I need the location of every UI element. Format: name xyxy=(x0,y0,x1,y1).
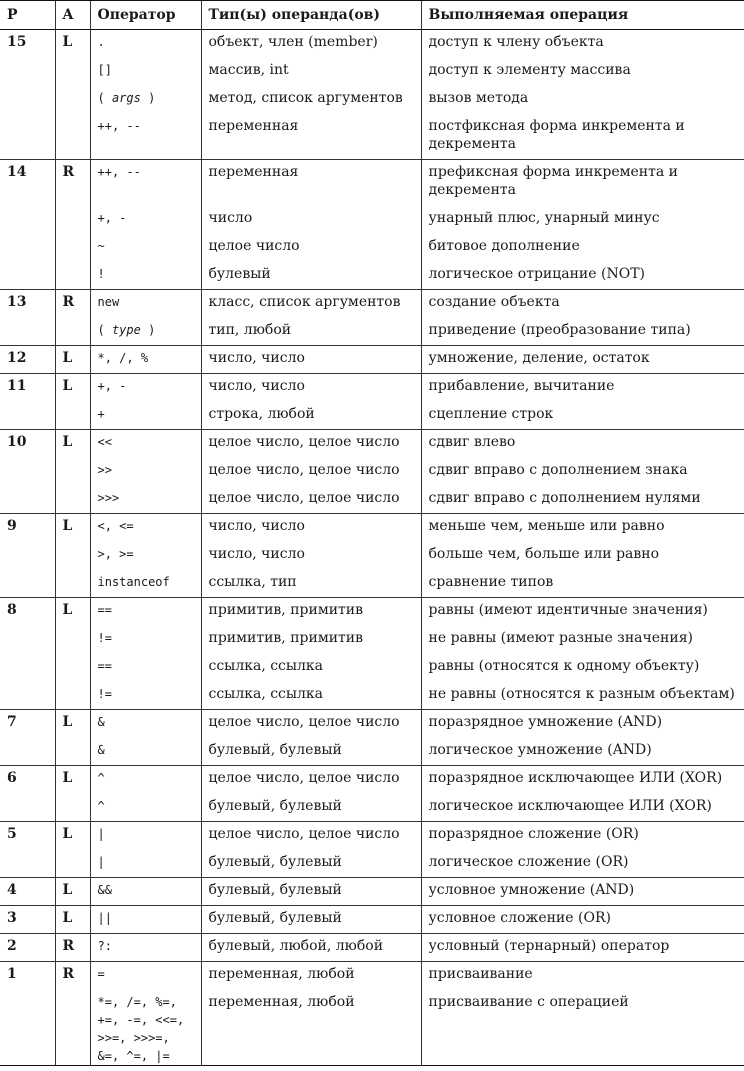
associativity-cell: L xyxy=(55,710,90,738)
operand-types-cell: булевый, булевый xyxy=(201,878,421,906)
operation-cell: логическое исключающее ИЛИ (XOR) xyxy=(421,794,744,822)
associativity-cell xyxy=(55,58,90,86)
operand-types-cell: примитив, примитив xyxy=(201,626,421,654)
table-row xyxy=(0,86,744,114)
operator-cell: *, /, % xyxy=(90,346,201,374)
table-row xyxy=(0,822,744,850)
operand-types-cell: переменная, любой xyxy=(201,962,421,990)
precedence-cell xyxy=(0,626,55,654)
operand-types-cell: класс, список аргументов xyxy=(201,290,421,318)
operator-cell: *=, /=, %=, +=, -=, <<=, >>=, >>>=, &=, ^=, |= xyxy=(90,990,201,1066)
operation-cell: приведение (преобразование типа) xyxy=(421,318,744,346)
operand-types-cell: булевый, любой, любой xyxy=(201,934,421,962)
operand-types-cell: ссылка, ссылка xyxy=(201,682,421,710)
header-operator: Оператор xyxy=(90,1,201,30)
operation-cell: поразрядное исключающее ИЛИ (XOR) xyxy=(421,766,744,794)
precedence-cell xyxy=(0,738,55,766)
table-row xyxy=(0,570,744,598)
table-row xyxy=(0,906,744,934)
operand-types-cell: ссылка, ссылка xyxy=(201,654,421,682)
operator-cell: instanceof xyxy=(90,570,201,598)
table-row xyxy=(0,794,744,822)
operand-types-cell: булевый, булевый xyxy=(201,738,421,766)
operator-cell: & xyxy=(90,710,201,738)
operand-types-cell: строка, любой xyxy=(201,402,421,430)
operator-argument-placeholder: args xyxy=(111,90,141,105)
precedence-cell: 12 xyxy=(0,346,55,374)
associativity-cell xyxy=(55,654,90,682)
operator-cell: == xyxy=(90,598,201,626)
precedence-cell xyxy=(0,318,55,346)
operation-cell: сдвиг вправо с дополнением нулями xyxy=(421,486,744,514)
operand-types-cell: целое число, целое число xyxy=(201,822,421,850)
operator-cell: >>> xyxy=(90,486,201,514)
table-row xyxy=(0,402,744,430)
associativity-cell: L xyxy=(55,598,90,626)
table-row xyxy=(0,430,744,458)
associativity-cell xyxy=(55,262,90,290)
associativity-cell: L xyxy=(55,30,90,58)
precedence-cell: 13 xyxy=(0,290,55,318)
operator-cell: ?: xyxy=(90,934,201,962)
operation-cell: префиксная форма инкремента и декремента xyxy=(421,160,744,206)
operator-cell: = xyxy=(90,962,201,990)
operator-parenthesis: ( xyxy=(97,322,112,337)
precedence-cell: 8 xyxy=(0,598,55,626)
header-associativity: A xyxy=(55,1,90,30)
operator-cell xyxy=(90,86,201,114)
header-operand-types: Тип(ы) операнда(ов) xyxy=(201,1,421,30)
operator-cell: >, >= xyxy=(90,542,201,570)
operation-cell: сравнение типов xyxy=(421,570,744,598)
associativity-cell xyxy=(55,990,90,1066)
table-row xyxy=(0,346,744,374)
operation-cell: равны (имеют идентичные значения) xyxy=(421,598,744,626)
precedence-cell: 1 xyxy=(0,962,55,990)
operand-types-cell: булевый, булевый xyxy=(201,906,421,934)
table-row xyxy=(0,990,744,1066)
associativity-cell xyxy=(55,86,90,114)
operation-cell: меньше чем, меньше или равно xyxy=(421,514,744,542)
operand-types-cell: булевый, булевый xyxy=(201,850,421,878)
operator-cell: & xyxy=(90,738,201,766)
operation-cell: равны (относятся к одному объекту) xyxy=(421,654,744,682)
operation-cell: сдвиг влево xyxy=(421,430,744,458)
operand-types-cell: целое число, целое число xyxy=(201,486,421,514)
associativity-cell: R xyxy=(55,290,90,318)
precedence-cell: 5 xyxy=(0,822,55,850)
precedence-cell: 7 xyxy=(0,710,55,738)
precedence-cell xyxy=(0,990,55,1066)
associativity-cell xyxy=(55,234,90,262)
operation-cell: условный (тернарный) оператор xyxy=(421,934,744,962)
table-body xyxy=(0,30,744,1066)
associativity-cell: R xyxy=(55,962,90,990)
operand-types-cell: целое число, целое число xyxy=(201,766,421,794)
associativity-cell: R xyxy=(55,934,90,962)
table-row xyxy=(0,374,744,402)
table-row xyxy=(0,514,744,542)
operation-cell: логическое сложение (OR) xyxy=(421,850,744,878)
operator-cell: ~ xyxy=(90,234,201,262)
precedence-cell xyxy=(0,458,55,486)
operation-cell: постфиксная форма инкремента и декремента xyxy=(421,114,744,160)
precedence-cell: 3 xyxy=(0,906,55,934)
precedence-cell xyxy=(0,58,55,86)
operation-cell: логическое умножение (AND) xyxy=(421,738,744,766)
table-row xyxy=(0,30,744,58)
operator-cell xyxy=(90,318,201,346)
precedence-cell xyxy=(0,654,55,682)
operation-cell: больше чем, больше или равно xyxy=(421,542,744,570)
operand-types-cell: переменная, любой xyxy=(201,990,421,1066)
associativity-cell: L xyxy=(55,514,90,542)
operand-types-cell: число, число xyxy=(201,374,421,402)
operator-cell: ++, -- xyxy=(90,160,201,206)
operation-cell: не равны (относятся к разным объектам) xyxy=(421,682,744,710)
operator-parenthesis: ) xyxy=(140,322,156,337)
operator-parenthesis: ) xyxy=(140,90,156,105)
table-header-row xyxy=(0,1,744,30)
table-row xyxy=(0,318,744,346)
table-row xyxy=(0,878,744,906)
operation-cell: условное сложение (OR) xyxy=(421,906,744,934)
precedence-cell: 2 xyxy=(0,934,55,962)
operation-cell: присваивание с операцией xyxy=(421,990,744,1066)
table-row xyxy=(0,598,744,626)
precedence-cell: 11 xyxy=(0,374,55,402)
operator-cell: [] xyxy=(90,58,201,86)
operand-types-cell: целое число, целое число xyxy=(201,430,421,458)
operation-cell: сдвиг вправо с дополнением знака xyxy=(421,458,744,486)
operation-cell: доступ к элементу массива xyxy=(421,58,744,86)
precedence-cell xyxy=(0,542,55,570)
operator-cell: +, - xyxy=(90,206,201,234)
operation-cell: не равны (имеют разные значения) xyxy=(421,626,744,654)
operator-cell: ^ xyxy=(90,794,201,822)
operand-types-cell: число, число xyxy=(201,346,421,374)
precedence-cell xyxy=(0,682,55,710)
table-row xyxy=(0,234,744,262)
precedence-cell: 14 xyxy=(0,160,55,206)
associativity-cell xyxy=(55,458,90,486)
operation-cell: условное умножение (AND) xyxy=(421,878,744,906)
operator-cell: | xyxy=(90,850,201,878)
table-row xyxy=(0,850,744,878)
operation-cell: логическое отрицание (NOT) xyxy=(421,262,744,290)
table-row xyxy=(0,160,744,206)
table-row xyxy=(0,710,744,738)
operand-types-cell: ссылка, тип xyxy=(201,570,421,598)
operation-cell: вызов метода xyxy=(421,86,744,114)
precedence-cell xyxy=(0,262,55,290)
precedence-cell xyxy=(0,234,55,262)
operand-types-cell: булевый, булевый xyxy=(201,794,421,822)
operand-types-cell: булевый xyxy=(201,262,421,290)
precedence-cell: 9 xyxy=(0,514,55,542)
operand-types-cell: примитив, примитив xyxy=(201,598,421,626)
precedence-cell xyxy=(0,486,55,514)
table-row xyxy=(0,262,744,290)
table-row xyxy=(0,626,744,654)
operator-parenthesis: ( xyxy=(97,90,112,105)
precedence-cell xyxy=(0,850,55,878)
operator-cell: << xyxy=(90,430,201,458)
operand-types-cell: число xyxy=(201,206,421,234)
operator-cell: >> xyxy=(90,458,201,486)
associativity-cell: L xyxy=(55,430,90,458)
precedence-cell: 6 xyxy=(0,766,55,794)
operand-types-cell: объект, член (member) xyxy=(201,30,421,58)
table-row xyxy=(0,206,744,234)
associativity-cell: L xyxy=(55,822,90,850)
associativity-cell xyxy=(55,486,90,514)
associativity-cell xyxy=(55,402,90,430)
operation-cell: поразрядное сложение (OR) xyxy=(421,822,744,850)
operand-types-cell: массив, int xyxy=(201,58,421,86)
associativity-cell xyxy=(55,114,90,160)
operation-cell: унарный плюс, унарный минус xyxy=(421,206,744,234)
associativity-cell xyxy=(55,682,90,710)
associativity-cell xyxy=(55,738,90,766)
associativity-cell: R xyxy=(55,160,90,206)
operand-types-cell: число, число xyxy=(201,542,421,570)
operator-cell: == xyxy=(90,654,201,682)
operator-cell: +, - xyxy=(90,374,201,402)
operation-cell: доступ к члену объекта xyxy=(421,30,744,58)
precedence-cell: 15 xyxy=(0,30,55,58)
operator-cell: && xyxy=(90,878,201,906)
precedence-cell xyxy=(0,794,55,822)
table-row xyxy=(0,934,744,962)
associativity-cell xyxy=(55,206,90,234)
operand-types-cell: целое число, целое число xyxy=(201,710,421,738)
operation-cell: битовое дополнение xyxy=(421,234,744,262)
associativity-cell: L xyxy=(55,906,90,934)
operation-cell: присваивание xyxy=(421,962,744,990)
table-row xyxy=(0,486,744,514)
table-row xyxy=(0,542,744,570)
operator-cell: != xyxy=(90,682,201,710)
operand-types-cell: тип, любой xyxy=(201,318,421,346)
operator-argument-placeholder: type xyxy=(111,322,141,337)
operator-cell: . xyxy=(90,30,201,58)
associativity-cell xyxy=(55,318,90,346)
operator-cell: ++, -- xyxy=(90,114,201,160)
operand-types-cell: переменная xyxy=(201,114,421,160)
operator-cell: || xyxy=(90,906,201,934)
associativity-cell xyxy=(55,850,90,878)
operand-types-cell: целое число xyxy=(201,234,421,262)
header-operation: Выполняемая операция xyxy=(421,1,744,30)
precedence-cell xyxy=(0,570,55,598)
table-row xyxy=(0,290,744,318)
precedence-cell xyxy=(0,206,55,234)
table-row xyxy=(0,654,744,682)
operand-types-cell: метод, список аргументов xyxy=(201,86,421,114)
operator-cell: ^ xyxy=(90,766,201,794)
operation-cell: прибавление, вычитание xyxy=(421,374,744,402)
table-row xyxy=(0,766,744,794)
operator-cell: new xyxy=(90,290,201,318)
table-row xyxy=(0,738,744,766)
operator-cell: <, <= xyxy=(90,514,201,542)
precedence-cell xyxy=(0,86,55,114)
operator-cell: ! xyxy=(90,262,201,290)
operator-cell: != xyxy=(90,626,201,654)
operator-cell: | xyxy=(90,822,201,850)
table-row xyxy=(0,682,744,710)
operator-cell: + xyxy=(90,402,201,430)
precedence-cell: 4 xyxy=(0,878,55,906)
operation-cell: поразрядное умножение (AND) xyxy=(421,710,744,738)
precedence-cell: 10 xyxy=(0,430,55,458)
operand-types-cell: целое число, целое число xyxy=(201,458,421,486)
associativity-cell: L xyxy=(55,766,90,794)
table-row xyxy=(0,962,744,990)
associativity-cell xyxy=(55,794,90,822)
associativity-cell: L xyxy=(55,878,90,906)
operation-cell: сцепление строк xyxy=(421,402,744,430)
associativity-cell: L xyxy=(55,346,90,374)
associativity-cell xyxy=(55,570,90,598)
precedence-cell xyxy=(0,402,55,430)
header-precedence: P xyxy=(0,1,55,30)
operation-cell: создание объекта xyxy=(421,290,744,318)
associativity-cell xyxy=(55,626,90,654)
operand-types-cell: переменная xyxy=(201,160,421,206)
operation-cell: умножение, деление, остаток xyxy=(421,346,744,374)
table-row xyxy=(0,458,744,486)
table-row xyxy=(0,58,744,86)
table-row xyxy=(0,114,744,160)
associativity-cell xyxy=(55,542,90,570)
associativity-cell: L xyxy=(55,374,90,402)
precedence-cell xyxy=(0,114,55,160)
operand-types-cell: число, число xyxy=(201,514,421,542)
